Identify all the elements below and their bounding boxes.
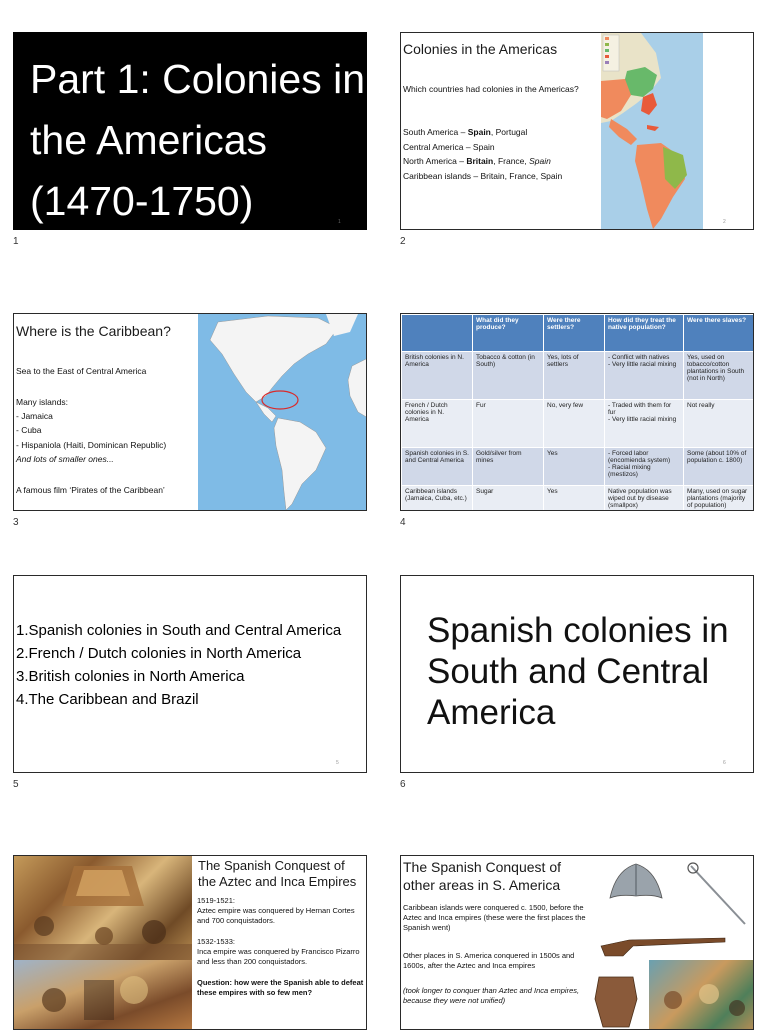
table-row [402, 352, 755, 400]
table-cell: Yes [544, 486, 605, 512]
slide-number-3: 3 [13, 517, 19, 528]
slide-1-title: Part 1: Colonies in the Americas (1470-1750) [30, 56, 366, 224]
list-item: 1.Spanish colonies in South and Central America [16, 622, 342, 639]
table-header-row [402, 315, 755, 352]
table-cell: Not really [684, 400, 755, 448]
table-cell: Sugar [473, 486, 544, 512]
inca-painting-image [14, 960, 192, 1030]
slide-3-smaller: And lots of smaller ones... [16, 453, 114, 464]
slide-7-title: The Spanish Conquest of the Aztec and Inca Empires [198, 858, 357, 889]
list-item: 2.French / Dutch colonies in North America [16, 645, 302, 662]
table-cell: Many, used on sugar plantations (majority of population) [684, 486, 755, 512]
slide-2-line: North America – Britain, France, Spain [403, 156, 551, 166]
island-item: - Hispaniola (Haiti, Dominican Republic) [16, 439, 167, 450]
table-row [402, 448, 755, 486]
slide-7-text: Aztec empire was conquered by Hernan Cortes and 700 conquistadors. [197, 906, 355, 925]
table-cell: Yes [544, 448, 605, 486]
table-cell: - Conflict with natives - Very little racial mixing [605, 352, 684, 400]
slide-3-title: Where is the Caribbean? [16, 323, 171, 339]
colonial-americas-map [601, 33, 703, 230]
table-cell: No, very few [544, 400, 605, 448]
table-cell: Gold/silver from mines [473, 448, 544, 486]
slide-6-page: 6 [723, 760, 726, 766]
slide-5-page: 5 [336, 760, 339, 766]
table-cell: - Forced labor (encomienda system) - Racial mixing (mestizos) [605, 448, 684, 486]
slide-number-4: 4 [400, 517, 406, 528]
table-cell: Native population was wiped out by disease (smallpox) [605, 486, 684, 512]
slide-number-1: 1 [13, 236, 19, 247]
slide-2-question: Which countries had colonies in the Americas? [403, 84, 579, 94]
slide-3-islands [16, 395, 166, 466]
slide-2-line: Caribbean islands – Britain, France, Spain [403, 170, 563, 181]
list-item: 3.British colonies in North America [16, 668, 245, 685]
slide-2[interactable] [400, 32, 754, 230]
slide-7-date: 1519-1521: [197, 896, 235, 905]
slide-3-film: A famous film ‘Pirates of the Caribbean’ [16, 485, 165, 495]
slide-2-page: 2 [723, 219, 726, 225]
slide-5[interactable] [13, 575, 367, 773]
slide-2-title: Colonies in the Americas [403, 41, 558, 57]
table-header: Were there slaves? [684, 315, 755, 352]
slide-6[interactable] [400, 575, 754, 773]
slide-4[interactable] [400, 313, 754, 511]
slide-3-line1: Sea to the East of Central America [16, 366, 147, 376]
table-cell: Yes, used on tobacco/cotton plantations in South (not in North) [684, 352, 755, 400]
table-cell: Yes, lots of settlers [544, 352, 605, 400]
slide-1-page: 1 [338, 219, 341, 225]
table-cell: Spanish colonies in S. and Central America [402, 448, 473, 486]
table-cell: - Traded with them for fur - Very little racial mixing [605, 400, 684, 448]
slide-7-body [197, 896, 365, 998]
slide-8-p1: Caribbean islands were conquered c. 1500, before the Aztec and Inca empires (these were the first places the Spanish went) [403, 903, 586, 932]
list-item: 4.The Caribbean and Brazil [16, 691, 199, 708]
slide-8-title: The Spanish Conquest of other areas in S. America [403, 859, 561, 893]
slide-3-line2: Many islands: [16, 397, 68, 407]
slide-number-2: 2 [400, 236, 406, 247]
slide-2-line: South America – Spain, Portugal [403, 127, 528, 137]
slide-8[interactable] [400, 855, 754, 1030]
slide-3[interactable] [13, 313, 367, 511]
table-cell: French / Dutch colonies in N. America [402, 400, 473, 448]
slide-number-6: 6 [400, 779, 406, 790]
slide-2-list [403, 125, 603, 183]
slide-7[interactable] [13, 855, 367, 1030]
table-cell: Some (about 10% of population c. 1800) [684, 448, 755, 486]
conquistador-helmet-image [606, 858, 666, 918]
table-row [402, 486, 755, 512]
island-item: - Jamaica [16, 411, 53, 422]
colonies-comparison-table [401, 314, 754, 511]
armor-image [591, 971, 641, 1029]
island-item: - Cuba [16, 425, 42, 436]
conquest-mural-image [649, 960, 754, 1030]
slide-7-text: Inca empire was conquered by Francisco Pizarro and less than 200 conquistadors. [197, 947, 360, 966]
slide-7-question: Question: how were the Spanish able to defeat these empires with so few men? [197, 978, 364, 997]
musket-image [599, 930, 727, 960]
table-row [402, 400, 755, 448]
slide-1[interactable] [13, 32, 367, 230]
table-header: Were there settlers? [544, 315, 605, 352]
slide-8-p3: (took longer to conquer than Aztec and Inca empires, because they were not unified) [403, 986, 580, 1005]
slide-number-5: 5 [13, 779, 19, 790]
table-header: How did they treat the native population? [605, 315, 684, 352]
caribbean-map [198, 314, 367, 511]
table-cell: Tobacco & cotton (in South) [473, 352, 544, 400]
table-header: What did they produce? [473, 315, 544, 352]
table-cell: British colonies in N. America [402, 352, 473, 400]
slide-8-p2: Other places in S. America conquered in 1500s and 1600s, after the Aztec and Inca empires [403, 951, 575, 970]
sword-image [683, 860, 753, 930]
slide-7-date: 1532-1533: [197, 937, 235, 946]
table-cell: Caribbean islands (Jamaica, Cuba, etc.) [402, 486, 473, 512]
topics-list [16, 619, 341, 711]
aztec-painting-image [14, 856, 192, 960]
slide-2-line: Central America – Spain [403, 141, 495, 152]
table-header [402, 315, 473, 352]
slide-6-title: Spanish colonies in South and Central America [427, 611, 729, 732]
table-cell: Fur [473, 400, 544, 448]
